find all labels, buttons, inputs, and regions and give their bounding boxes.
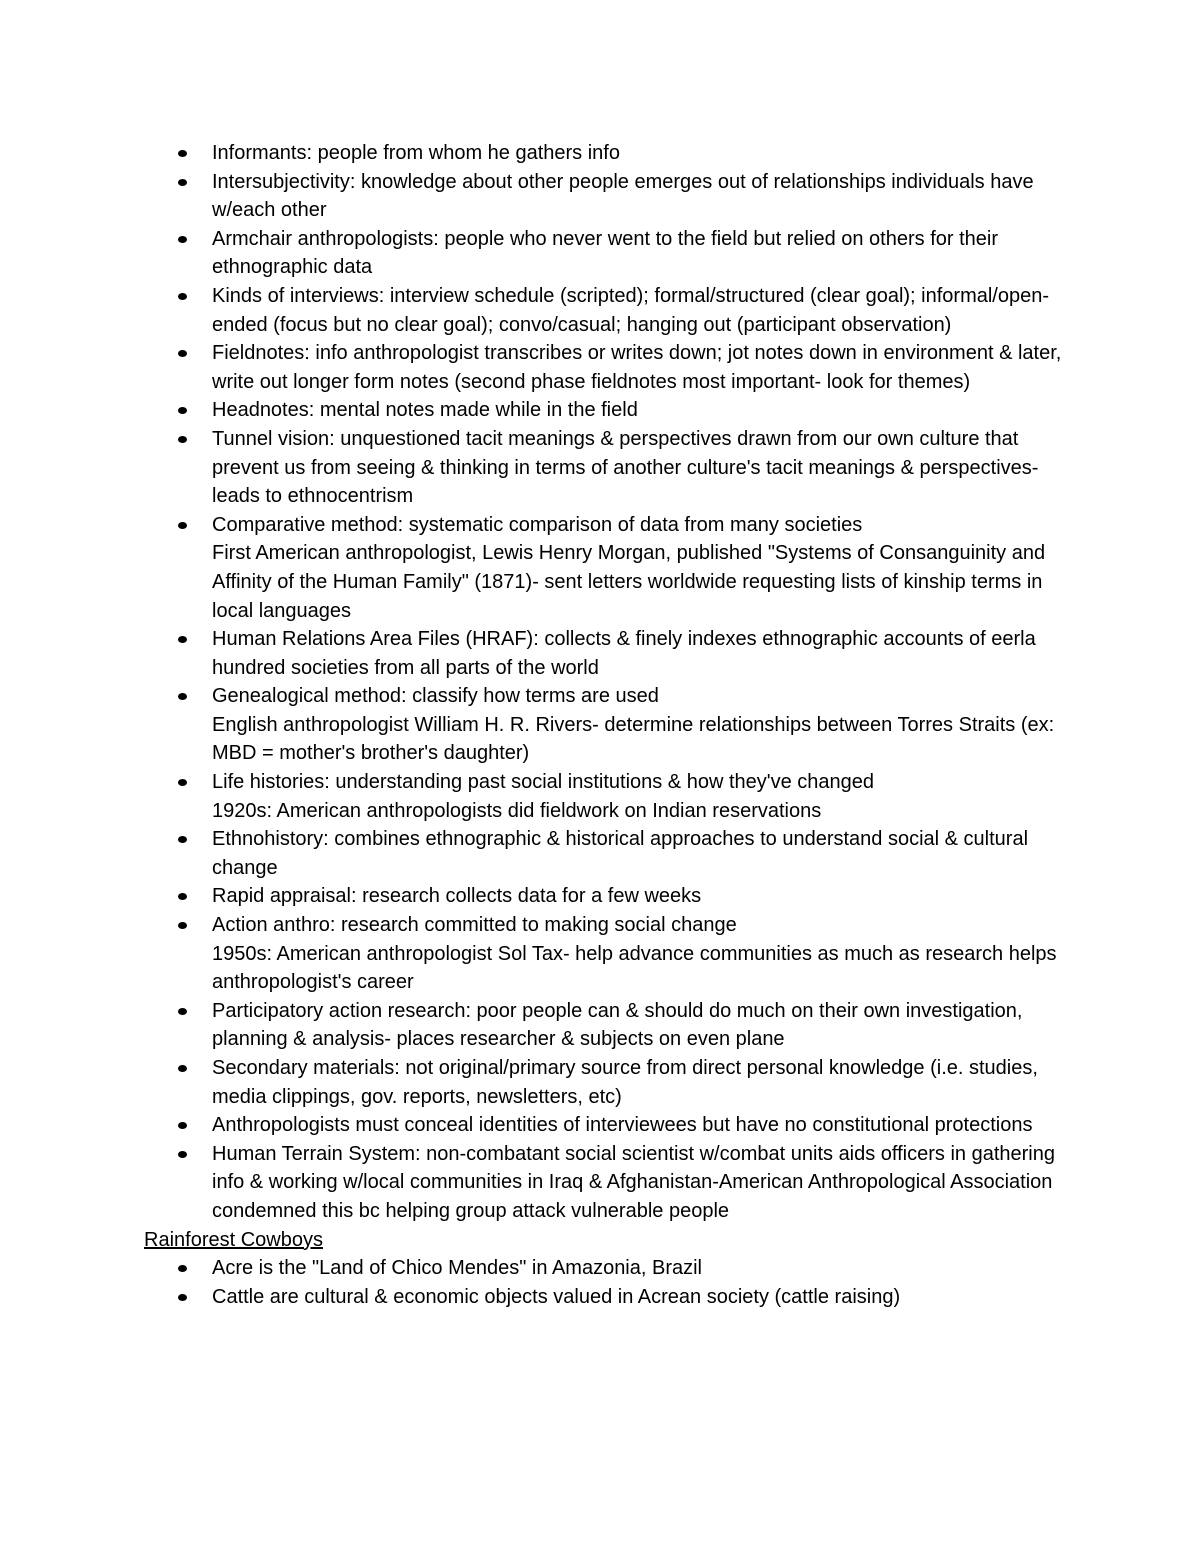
list-item-text: Intersubjectivity: knowledge about other people emerges out of relationships individuals have w/each other <box>212 170 1034 222</box>
list-item-text: Fieldnotes: info anthropologist transcribes or writes down; jot notes down in environment & later, write out longer form notes (second phase fieldnotes most important- look for themes) <box>212 342 1062 393</box>
list-item <box>212 1111 1069 1140</box>
bullet-icon <box>178 293 187 300</box>
list-item <box>212 425 1069 511</box>
bullet-icon <box>178 836 187 843</box>
list-item-text: Cattle are cultural & economic objects valued in Acrean society (cattle raising) <box>212 1285 901 1308</box>
list-item-text: Secondary materials: not original/primary source from direct personal knowledge (i.e. studies, media clippings, gov. reports, newsletters, etc) <box>212 1057 1038 1108</box>
section-bullet-list <box>144 1254 1069 1311</box>
list-item-text: Rapid appraisal: research collects data for a few weeks <box>212 885 702 908</box>
list-item-text: Participatory action research: poor people can & should do much on their own investigation, planning & analysis- places researcher & subjects on even plane <box>212 999 1023 1051</box>
bullet-icon <box>178 522 187 529</box>
bullet-icon <box>178 1065 187 1072</box>
list-item-subnote: English anthropologist William H. R. Rivers- determine relationships between Torres Straits (ex: MBD = mother's brother's daughter) <box>212 713 1055 765</box>
bullet-icon <box>178 1151 187 1158</box>
list-item <box>212 1140 1069 1226</box>
list-item <box>212 282 1069 339</box>
list-item <box>212 511 1069 625</box>
list-item <box>212 997 1069 1054</box>
list-item-text: Headnotes: mental notes made while in the field <box>212 399 638 422</box>
list-item <box>212 682 1069 768</box>
bullet-icon <box>178 693 187 700</box>
bullet-icon <box>178 350 187 357</box>
list-item <box>212 825 1069 882</box>
bullet-icon <box>178 179 187 186</box>
bullet-icon <box>178 922 187 929</box>
list-item <box>212 1054 1069 1111</box>
list-item-text: Informants: people from whom he gathers info <box>212 142 620 164</box>
bullet-icon <box>178 436 187 443</box>
list-item-text: Kinds of interviews: interview schedule (scripted); formal/structured (clear goal); informal/open-ended (focus but no clear goal); convo/casual; hanging out (participant observation) <box>212 284 1050 336</box>
list-item-text: Genealogical method: classify how terms are used <box>212 685 659 708</box>
list-item <box>212 168 1069 225</box>
list-item-subnote: First American anthropologist, Lewis Henry Morgan, published "Systems of Consanguinity and Affinity of the Human Family" (1871)- sent letters worldwide requesting lists of kinship terms in local languages <box>212 542 1046 622</box>
section-heading: Rainforest Cowboys <box>144 1228 323 1251</box>
list-item <box>212 768 1069 825</box>
list-item <box>212 882 1069 911</box>
list-item-text: Tunnel vision: unquestioned tacit meanings & perspectives drawn from our own culture that prevent us from seeing & thinking in terms of another culture's tacit meanings & perspectives- leads to ethnocentrism <box>212 427 1039 508</box>
bullet-icon <box>178 1122 187 1129</box>
bullet-icon <box>178 236 187 243</box>
list-item <box>212 1283 1069 1312</box>
list-item <box>212 625 1069 682</box>
list-item-text: Ethnohistory: combines ethnographic & historical approaches to understand social & cultural change <box>212 828 1029 879</box>
list-item <box>212 139 1069 168</box>
bullet-list <box>144 139 1069 1226</box>
list-item <box>212 1254 1069 1283</box>
bullet-icon <box>178 1008 187 1015</box>
list-item-text: Human Terrain System: non-combatant social scientist w/combat units aids officers in gathering info & working w/local communities in Iraq & Afghanistan-American Anthropological Association condemned this bc helping group attack vulnerable people <box>212 1142 1055 1222</box>
bullet-icon <box>178 150 187 157</box>
list-item-text: Action anthro: research committed to making social change <box>212 914 737 937</box>
list-item-text: Anthropologists must conceal identities of interviewees but have no constitutional protections <box>212 1114 1033 1137</box>
list-item-text: Human Relations Area Files (HRAF): collects & finely indexes ethnographic accounts of eerla hundred societies from all parts of the world <box>212 628 1036 679</box>
bullet-icon <box>178 1294 187 1301</box>
list-item <box>212 225 1069 282</box>
bullet-icon <box>178 779 187 786</box>
list-item-subnote: 1950s: American anthropologist Sol Tax- help advance communities as much as research helps anthropologist's career <box>212 942 1057 994</box>
list-item <box>212 396 1069 425</box>
list-item-text: Comparative method: systematic comparison of data from many societies <box>212 513 863 536</box>
list-item-text: Acre is the "Land of Chico Mendes" in Amazonia, Brazil <box>212 1257 702 1280</box>
bullet-icon <box>178 636 187 643</box>
list-item <box>212 911 1069 997</box>
list-item <box>212 339 1069 396</box>
list-item-text: Life histories: understanding past social institutions & how they've changed <box>212 771 874 794</box>
notes-body <box>144 139 1069 1311</box>
bullet-icon <box>178 893 187 900</box>
list-item-subnote: 1920s: American anthropologists did fieldwork on Indian reservations <box>212 799 822 822</box>
list-item-text: Armchair anthropologists: people who never went to the field but relied on others for their ethnographic data <box>212 227 998 279</box>
bullet-icon <box>178 1265 187 1272</box>
bullet-icon <box>178 407 187 414</box>
